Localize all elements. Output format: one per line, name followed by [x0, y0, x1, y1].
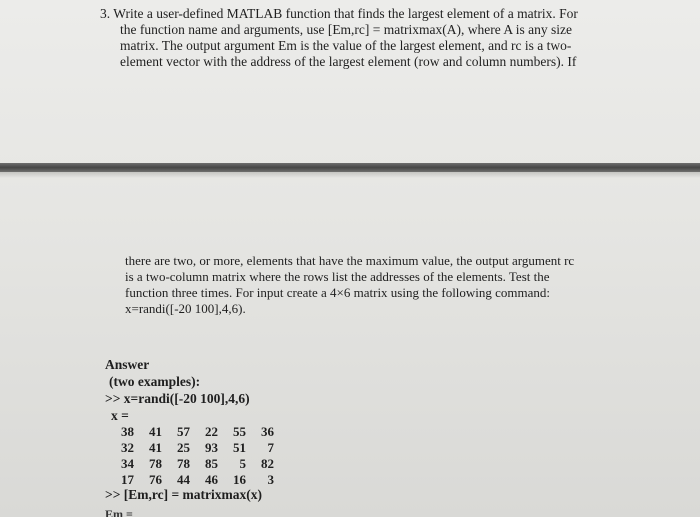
continuation-text [125, 253, 605, 317]
matrix-row [112, 424, 280, 440]
matrix-cell: 38 [121, 424, 134, 439]
continuation-line-2: is a two-column matrix where the rows list the addresses of the elements. Test the [125, 269, 550, 284]
matrix-cell: 16 [233, 472, 246, 487]
page-divider [0, 163, 700, 172]
matrix-cell: 82 [261, 456, 274, 471]
matrix-row [112, 472, 280, 488]
answer-subtitle: (two examples): [109, 374, 201, 389]
var-label: x = [111, 408, 129, 423]
matrix-cell: 3 [267, 472, 274, 487]
continuation-line-4: x=randi([-20 100],4,6). [125, 301, 246, 316]
truncated-output: Em = [105, 507, 133, 517]
question-line-2: the function name and arguments, use [Em,rc] = matrixmax(A), where A is any size [120, 22, 572, 37]
matrix-cell: 41 [149, 424, 162, 439]
matrix-cell: 22 [205, 424, 218, 439]
matrix-cell: 55 [233, 424, 246, 439]
matrix-cell: 85 [205, 456, 218, 471]
matrix-cell: 51 [233, 440, 246, 455]
matrix-cell: 5 [239, 456, 246, 471]
question-line-4: element vector with the address of the largest element (row and column numbers). If [120, 54, 577, 69]
matrix-cell: 46 [205, 472, 218, 487]
matrix-cell: 17 [121, 472, 134, 487]
matrix-cell: 57 [177, 424, 190, 439]
matrix-cell: 34 [121, 456, 134, 471]
question-text [96, 6, 616, 70]
answer-title: Answer [105, 357, 150, 372]
answer-section [105, 356, 250, 424]
matrix-cell: 44 [177, 472, 190, 487]
divider-shadow [0, 172, 700, 178]
matrix-cell: 32 [121, 440, 134, 455]
matrix-row [112, 456, 280, 472]
continuation-line-1: there are two, or more, elements that have the maximum value, the output argument rc [125, 253, 575, 268]
matrix-cell: 7 [267, 440, 274, 455]
matrix-row [112, 440, 280, 456]
matrix-cell: 76 [149, 472, 162, 487]
matrix-cell: 93 [205, 440, 218, 455]
question-line-1 [96, 6, 616, 22]
matrix-cell: 41 [149, 440, 162, 455]
continuation-line-3: function three times. For input create a 4×6 matrix using the following command: [125, 285, 551, 300]
matrix-cell: 78 [149, 456, 162, 471]
question-number: 3. [100, 6, 111, 21]
matrix-output [112, 424, 280, 488]
command-matrixmax: >> [Em,rc] = matrixmax(x) [105, 487, 263, 502]
question-line-3: matrix. The output argument Em is the value of the largest element, and rc is a two- [120, 38, 572, 53]
question-line-1-text: Write a user-defined MATLAB function that finds the largest element of a matrix. For [113, 6, 578, 21]
matrix-cell: 25 [177, 440, 190, 455]
command-randi: >> x=randi([-20 100],4,6) [105, 391, 250, 406]
matrix-cell: 36 [261, 424, 274, 439]
matrix-cell: 78 [177, 456, 190, 471]
